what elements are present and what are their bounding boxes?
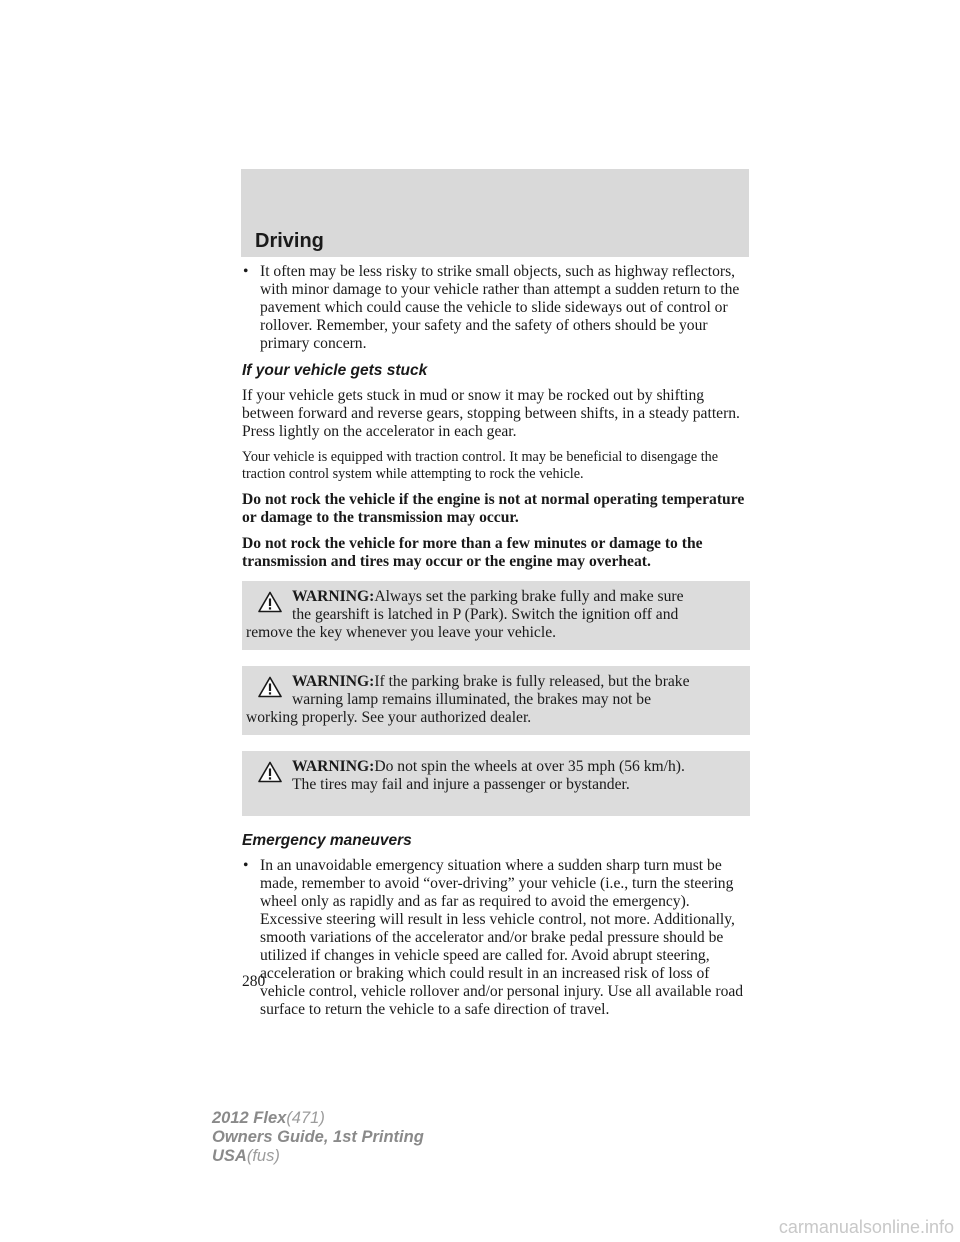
section-header-band	[241, 169, 749, 257]
warning-text: The tires may fail and injure a passenger or bystander.	[292, 776, 630, 793]
warning-text: Always set the parking brake fully and make sure	[374, 588, 684, 605]
warning-label: WARNING:	[292, 758, 375, 775]
warning-triangle-icon	[258, 761, 282, 783]
footer-code: (471)	[286, 1109, 325, 1127]
warning-text: Do not spin the wheels at over 35 mph (56 km/h).	[374, 758, 685, 775]
page-number: 280	[242, 973, 266, 990]
warning-box	[242, 581, 750, 650]
warning-text: remove the key whenever you leave your vehicle.	[246, 624, 557, 641]
paragraph: If your vehicle gets stuck in mud or snow it may be rocked out by shifting between forward and reverse gears, stopping between shifts, in a steady pattern. Press lightly on the accelerator in each gear.	[242, 387, 740, 440]
paragraph: Your vehicle is equipped with traction control. It may be beneficial to disengage the traction control system while attempting to rock the vehicle.	[242, 449, 719, 482]
bold-notice: Do not rock the vehicle for more than a few minutes or damage to the transmission and tires may occur or the engine may overheat.	[242, 535, 703, 570]
bullet-marker: •	[243, 857, 249, 874]
bold-notice: Do not rock the vehicle if the engine is not at normal operating temperature or damage to the transmission may occur.	[242, 491, 745, 526]
footer-model: 2012 Flex	[212, 1109, 287, 1127]
subheading-emergency: Emergency maneuvers	[242, 832, 412, 849]
bullet-text: It often may be less risky to strike small objects, such as highway reflectors, with minor damage to your vehicle rather than attempt a sudden return to the pavement which could cause the vehicle to slide sideways out of control or rollover. Remember, your safety and the safety of others should be your primary concern.	[260, 263, 740, 352]
warning-text: working properly. See your authorized dealer.	[246, 709, 532, 726]
bullet-text: In an unavoidable emergency situation where a sudden sharp turn must be made, remember to avoid “over-driving” your vehicle (i.e., turn the steering wheel only as rapidly and as far as required to avoid the emergency). Excessive steering will result in less vehicle control, not more. Additionally, smooth variations of the accelerator and/or brake pedal pressure should be utilized if changes in vehicle speed are called for. Avoid abrupt steering, acceleration or braking which could result in an increased risk of loss of vehicle control, vehicle rollover and/or personal injury. Use all available road surface to return the vehicle to a safe direction of travel.	[260, 857, 744, 1018]
section-title: Driving	[255, 230, 324, 252]
warning-label: WARNING:	[292, 588, 375, 605]
print-footer	[212, 1109, 424, 1166]
bullet-marker: •	[243, 263, 249, 280]
bullet-item	[242, 263, 750, 353]
warning-triangle-icon	[258, 591, 282, 613]
watermark: carmanualsonline.info	[778, 1217, 954, 1237]
warning-box	[242, 666, 750, 735]
footer-market-code: (fus)	[246, 1147, 280, 1165]
bullet-item	[242, 857, 750, 1019]
warning-text: If the parking brake is fully released, but the brake	[374, 673, 690, 690]
warning-text: the gearshift is latched in P (Park). Switch the ignition off and	[292, 606, 679, 623]
page-content	[242, 263, 750, 1028]
warning-text: warning lamp remains illuminated, the brakes may not be	[292, 691, 651, 708]
warning-label: WARNING:	[292, 673, 375, 690]
footer-edition: Owners Guide, 1st Printing	[212, 1128, 424, 1146]
subheading-stuck: If your vehicle gets stuck	[242, 362, 428, 379]
footer-market: USA	[212, 1147, 247, 1165]
warning-triangle-icon	[258, 676, 282, 698]
warning-box	[242, 751, 750, 816]
